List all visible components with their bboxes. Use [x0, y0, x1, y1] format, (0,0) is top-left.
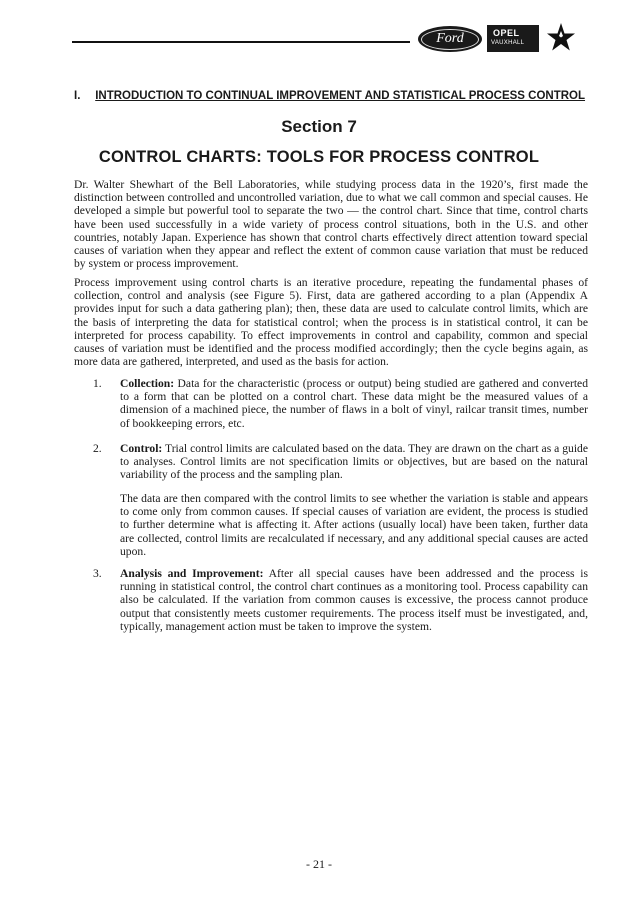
ford-logo-text: Ford [421, 29, 479, 50]
list-item [93, 567, 588, 633]
body-paragraph: Dr. Walter Shewhart of the Bell Laboratories, while studying process data in the 1920’s, first made the distinction between controlled and uncontrolled variation, due to what we call common and special causes. He developed a simple but powerful tool to separate the two — the control chart. Since that time, control charts have been used successfully in a wide variety of process control situations, both in the U.S. and other countries, notably Japan. Experience has shown that control charts effectively direct attention toward special causes of variation when they appear and reflect the extent of common cause variation that must be reduced by system or process improvement. [74, 178, 588, 271]
list-item-label: Collection: [120, 377, 175, 390]
vauxhall-logo-text: VAUXHALL [491, 40, 525, 46]
list-item-text: Trial control limits are calculated based on the data. They are drawn on the chart as a guide to analyses. Control limits are not specification limits or objectives, but are based on the natural variability of the process and the sampling plan. [120, 442, 588, 482]
list-item-label: Control: [120, 442, 163, 455]
body-paragraph: Process improvement using control charts is an iterative procedure, repeating the fundamental phases of collection, control and analysis (see Figure 5). First, data are gathered according to a plan (Appendix A provides input for such a data gathering plan); then, these data are used to calculate control limits, which are the basis of interpreting the data for statistical control; when the process is in statistical control, it can be interpreted for process capability. To effect improvements in control and capability, common and special causes of variation must be identified and the process modified accordingly; then the cycle begins again, as more data are gathered, interpreted, and used as the basis for action. [74, 276, 588, 369]
list-item-number: 2. [93, 442, 102, 455]
chapter-number: I. [74, 90, 81, 102]
list-item-continuation [93, 492, 588, 558]
chapter-title: INTRODUCTION TO CONTINUAL IMPROVEMENT AND STATISTICAL PROCESS CONTROL [95, 90, 586, 102]
list-item-text: After all special causes have been addressed and the process is running in statistical control, the control chart continues as a monitoring tool. Process capability can also be calculated. If the variation from common causes is excessive, the process cannot produce output that consistently meets customer requirements. The process itself must be investigated, and, typically, management action must be taken to improve the system. [120, 567, 588, 633]
section-number: Section 7 [281, 117, 357, 136]
header-rule [72, 41, 410, 43]
list-item-number: 3. [93, 567, 102, 580]
chapter-heading [74, 90, 586, 102]
opel-logo-text: OPEL [493, 28, 520, 38]
list-item-text: Data for the characteristic (process or output) being studied are gathered and converted to a form that can be plotted on a control chart. These data might be the measured values of a dimension of a machined piece, the number of flaws in a bolt of vinyl, railcar transit times, number of bookkeeping errors, etc. [120, 377, 588, 430]
list-item-number: 1. [93, 377, 102, 390]
section-title: CONTROL CHARTS: TOOLS FOR PROCESS CONTROL [98, 148, 540, 166]
list-item-continuation-text: The data are then compared with the control limits to see whether the variation is stable and appears to come only from common causes. If special causes of variation are evident, the process is studied to further determine what is affecting it. After actions (usually local) have been taken, further data are collected, control limits are recalculated if necessary, and any additional special causes are acted upon. [120, 492, 588, 558]
pentastar-icon [546, 22, 576, 52]
ford-logo [418, 26, 482, 52]
list-item [93, 377, 588, 430]
list-item-label: Analysis and Improvement: [120, 567, 264, 580]
opel-vauxhall-logo [487, 25, 539, 52]
list-item [93, 442, 588, 482]
page-number: - 21 - [306, 857, 332, 871]
